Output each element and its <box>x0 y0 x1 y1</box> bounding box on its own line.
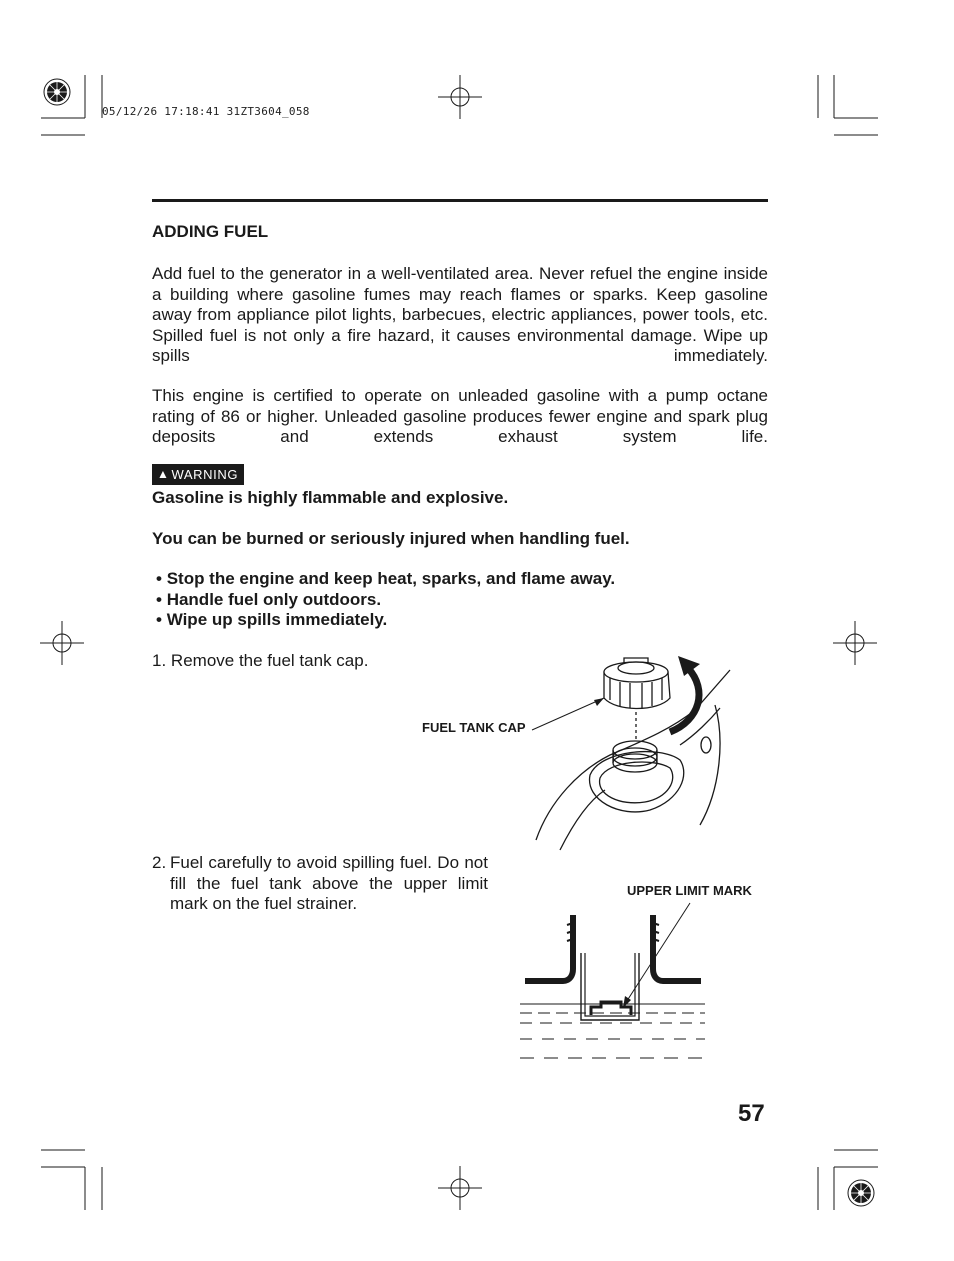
fuel-tank-cap-illustration <box>530 650 740 855</box>
warning-bullet-text: Stop the engine and keep heat, sparks, and flame away. <box>166 569 616 588</box>
warning-bullet: • Wipe up spills immediately. <box>156 610 388 629</box>
paragraph-ventilation-text: Add fuel to the generator in a well-ventilated area. Never refuel the engine inside a building where gasoline fumes may reach flames or sparks. Keep gasoline away from appliance pilot lights, barbecues, electric appliances, power tools, etc. Spilled fuel is not only a fire hazard, it causes environmental damage. Wipe up spills immediately. <box>152 264 768 365</box>
paragraph-ventilation <box>152 264 768 367</box>
paragraph-octane-text: This engine is certified to operate on unleaded gasoline with a pump octane rating of 86 or higher. Unleaded gasoline produces fewer engine and spark plug deposits and extends exhaust system life. <box>152 386 768 446</box>
starburst-icon <box>44 79 70 105</box>
warning-bullet-text: Handle fuel only outdoors. <box>166 590 382 609</box>
section-heading: ADDING FUEL <box>152 222 269 241</box>
warning-bullet-text: Wipe up spills immediately. <box>166 610 388 629</box>
warning-triangle-icon: ▲ <box>157 467 170 481</box>
step-2 <box>152 853 488 915</box>
step-number: 2. <box>152 853 167 872</box>
warning-bullet: • Handle fuel only outdoors. <box>156 590 382 609</box>
step-number: 1. <box>152 651 167 670</box>
section-rule <box>152 199 768 202</box>
step-text: Remove the fuel tank cap. <box>170 651 369 670</box>
page-number: 57 <box>738 1100 765 1127</box>
warning-badge-label: WARNING <box>171 467 239 482</box>
warning-line-flammable: Gasoline is highly flammable and explosive. <box>152 488 509 507</box>
starburst-icon <box>848 1180 874 1206</box>
warning-badge <box>152 464 244 485</box>
warning-bullet: • Stop the engine and keep heat, sparks, and flame away. <box>156 569 616 588</box>
upper-limit-mark-illustration <box>515 895 715 1065</box>
print-stamp: 05/12/26 17:18:41 31ZT3604_058 <box>102 105 310 118</box>
upper-limit-mark-label: UPPER LIMIT MARK <box>627 883 752 898</box>
paragraph-octane <box>152 386 768 448</box>
warning-line-injury: You can be burned or seriously injured when handling fuel. <box>152 529 630 548</box>
fuel-tank-cap-label: FUEL TANK CAP <box>422 720 526 735</box>
step-text: Fuel carefully to avoid spilling fuel. Do not fill the fuel tank above the upper limit mark on the fuel strainer. <box>170 853 488 913</box>
step-1 <box>152 651 368 671</box>
